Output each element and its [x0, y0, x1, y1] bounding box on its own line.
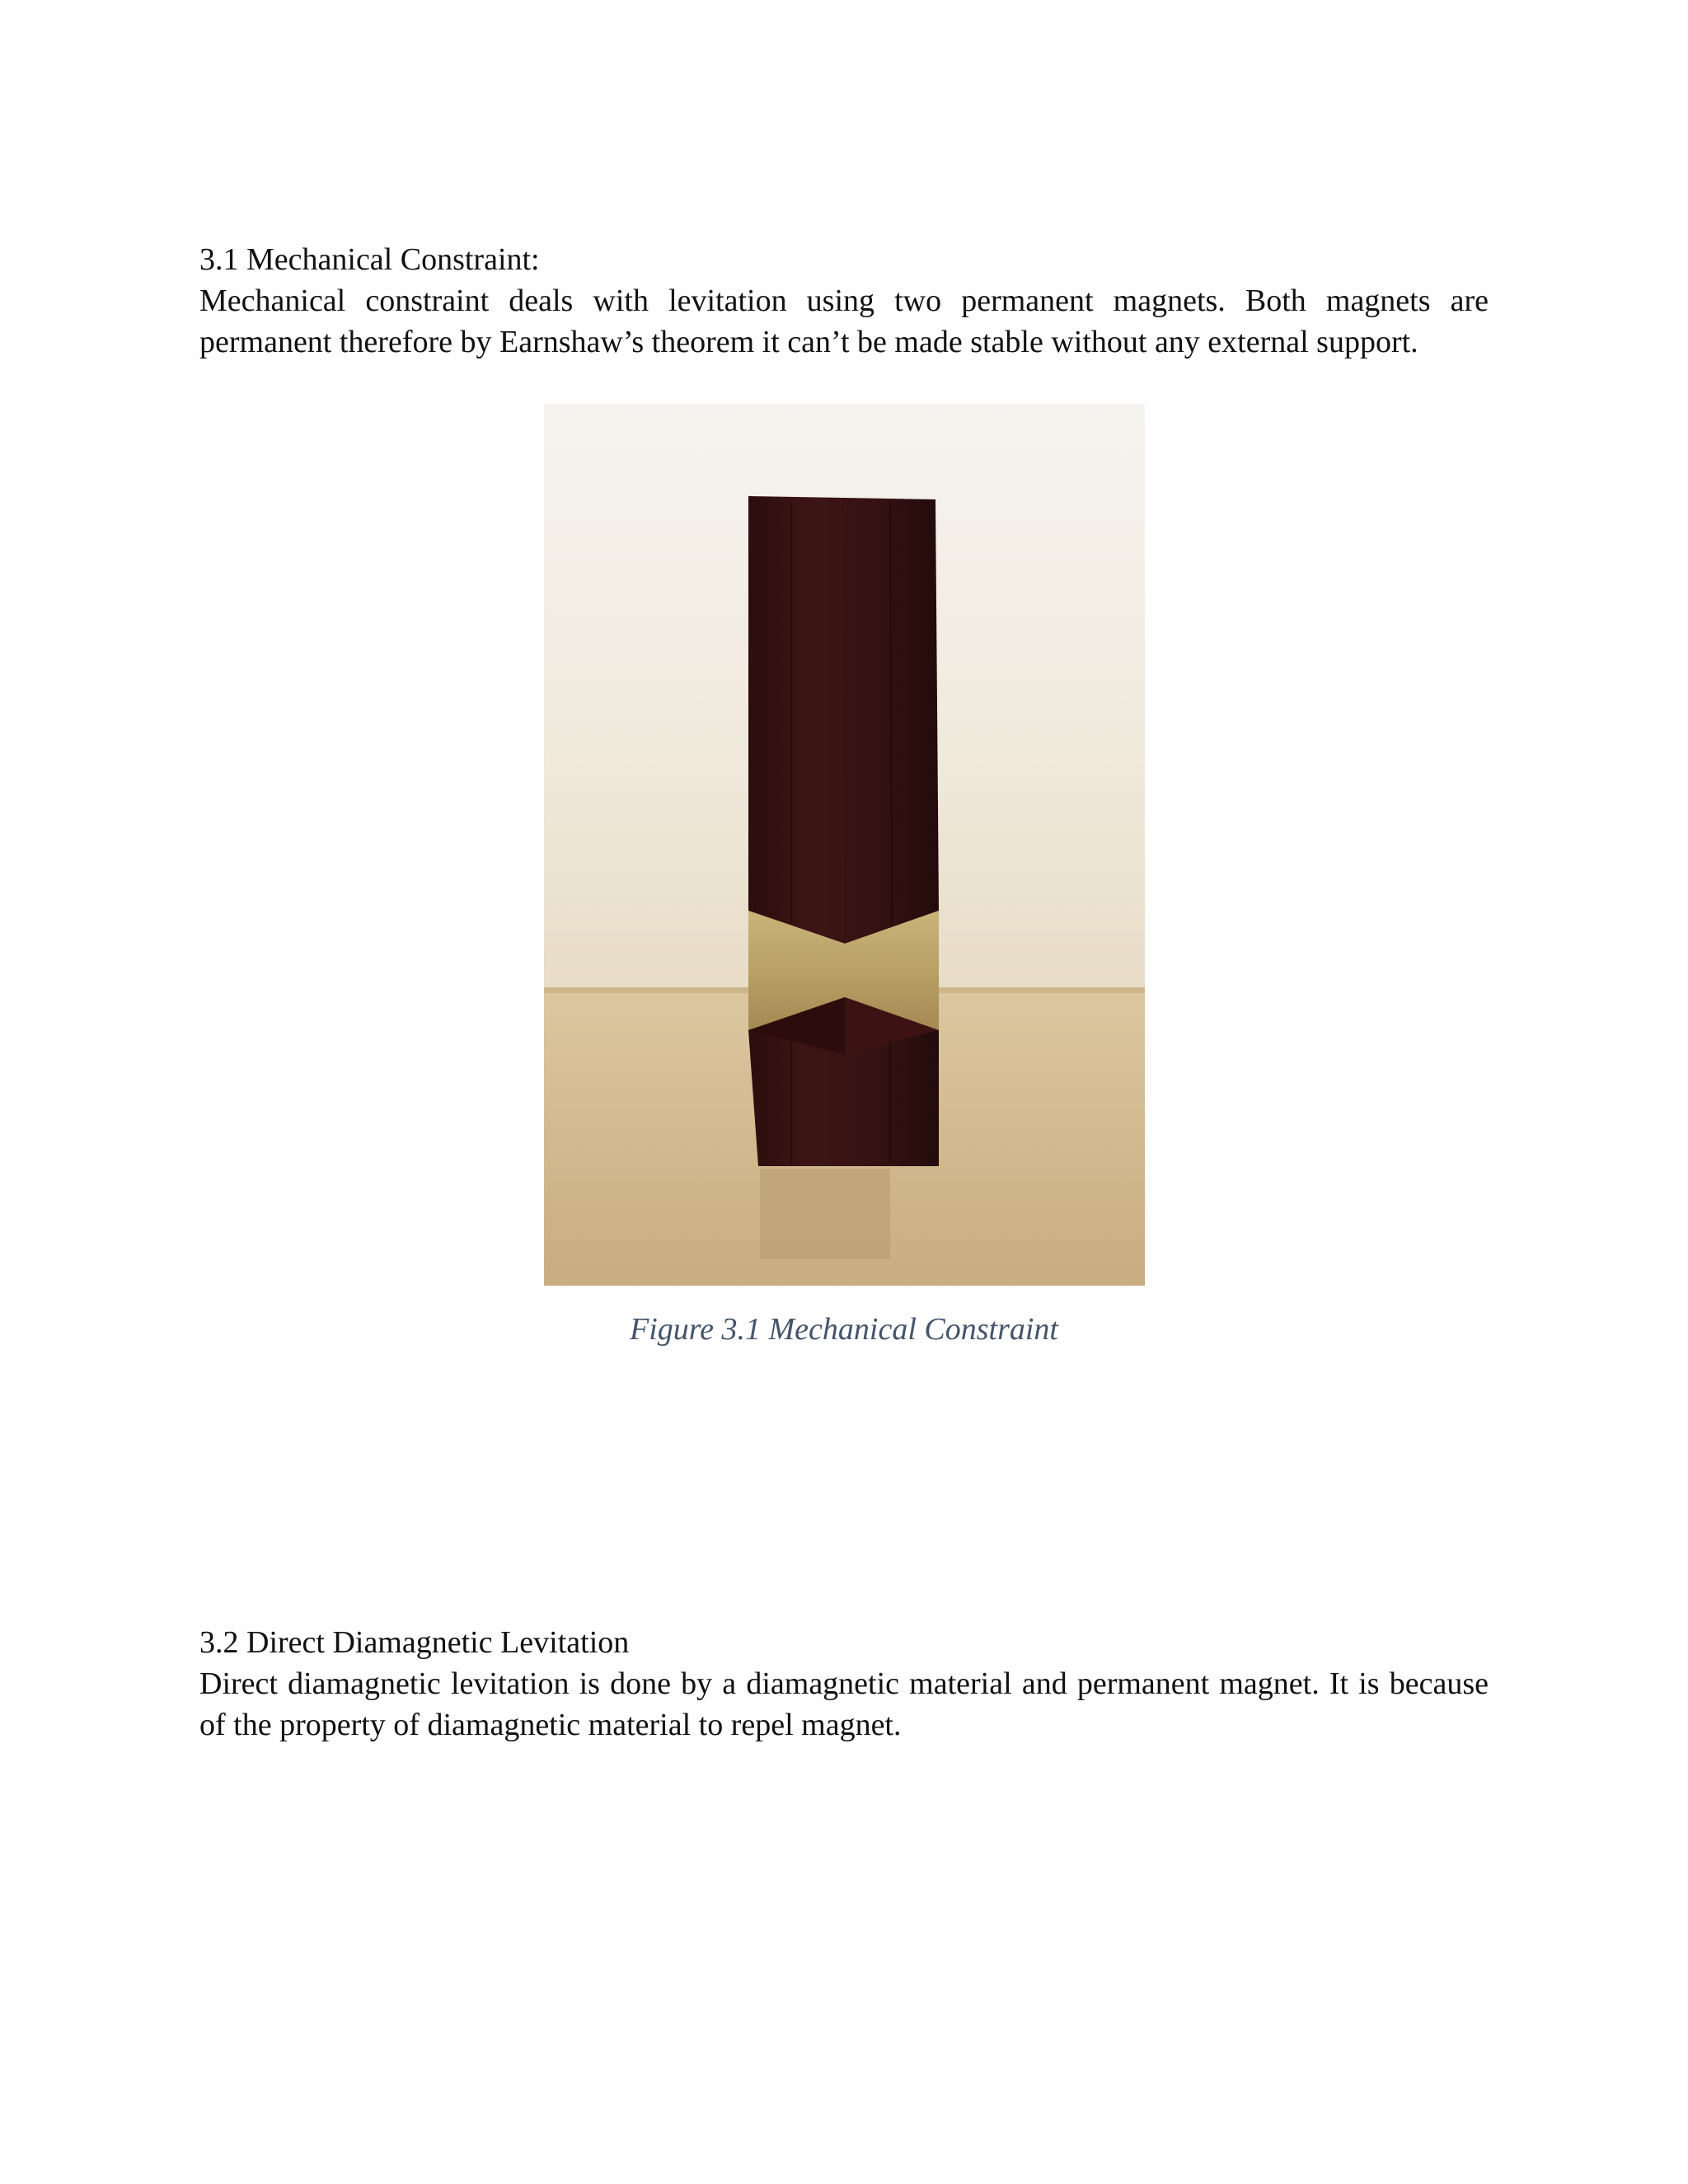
section-heading: 3.2 Direct Diamagnetic Levitation	[199, 1625, 630, 1660]
figure-mechanical-constraint-image	[544, 404, 1145, 1286]
section-paragraph: Mechanical constraint deals with levitation using two permanent magnets. Both magnets are permanent therefore by Earnshaw’s theorem it can’t be made stable without any external support.	[199, 284, 1489, 359]
section-heading: 3.1 Mechanical Constraint:	[199, 242, 540, 277]
figure-caption: Figure 3.1 Mechanical Constraint	[630, 1312, 1058, 1347]
section-mechanical-constraint	[199, 239, 1489, 363]
section-direct-diamagnetic-levitation	[199, 1622, 1489, 1746]
upper-wooden-block	[748, 496, 939, 944]
section-paragraph: Direct diamagnetic levitation is done by a diamagnetic material and permanent magnet. It is because of the property of diamagnetic material to repel magnet.	[199, 1666, 1489, 1742]
